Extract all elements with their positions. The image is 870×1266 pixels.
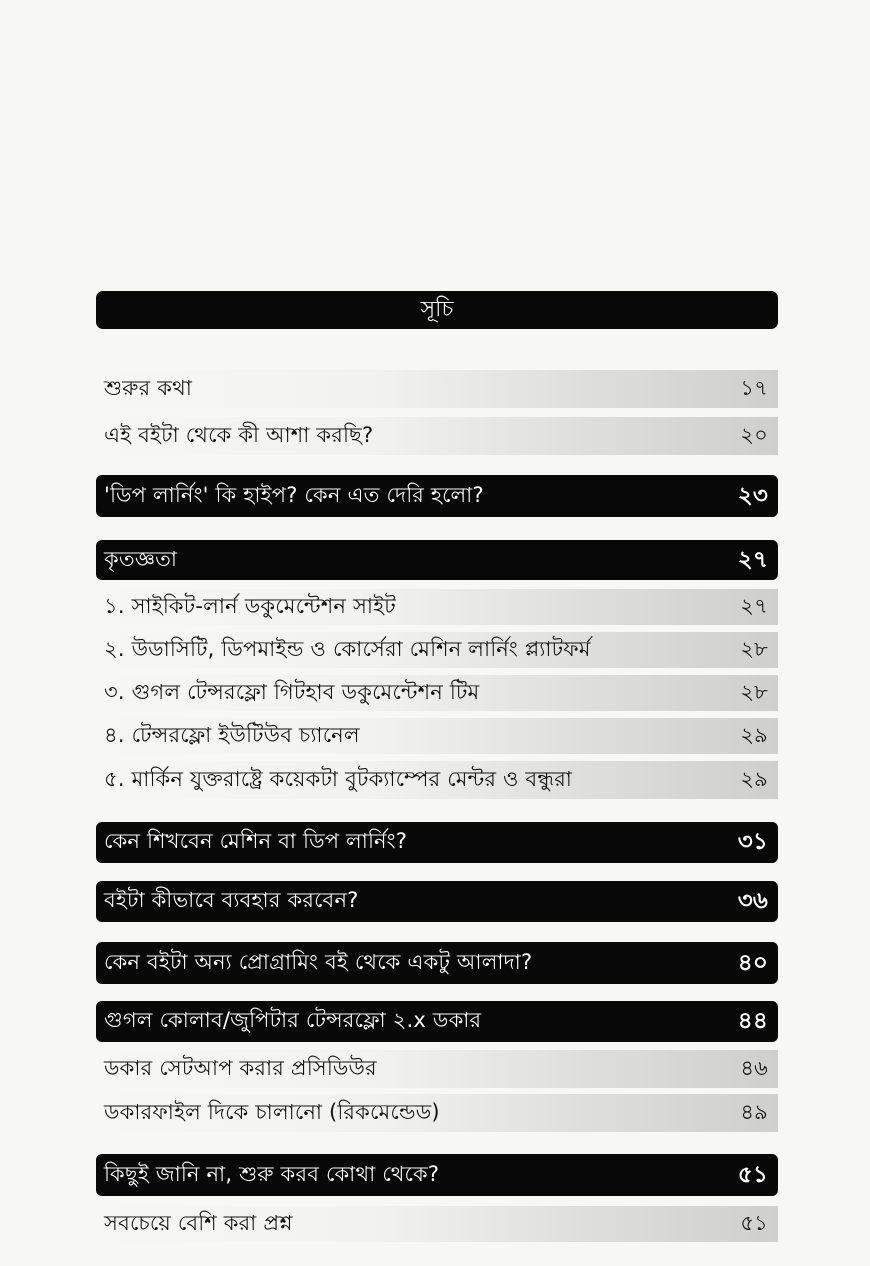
toc-entry-5: [96, 589, 778, 625]
toc-entry-6: [96, 632, 778, 668]
toc-entry-label: কেন শিখবেন মেশিন বা ডিপ লার্নিং?: [104, 829, 408, 853]
toc-entry-page: ১৭: [740, 375, 768, 400]
toc-entry-label: ২. উডাসিটি, ডিপমাইন্ড ও কোর্সেরা মেশিন লার্নিং প্ল্যাটফর্ম: [104, 636, 591, 661]
toc-entry-page: ২০: [740, 422, 768, 447]
toc-entry-page: ২৯: [740, 722, 768, 747]
toc-entry-label: ৫. মার্কিন যুক্তরাষ্ট্রে কয়েকটা বুটক্যাম্পের মেন্টর ও বন্ধুরা: [104, 766, 573, 791]
toc-entry-10: [96, 822, 778, 863]
toc-entry-label: বইটা কীভাবে ব্যবহার করবেন?: [104, 888, 359, 912]
toc-entry-8: [96, 718, 778, 754]
toc-entry-page: ৪৯: [740, 1099, 768, 1124]
toc-entry-page: ৪০: [737, 949, 768, 976]
toc-entry-3: [96, 475, 778, 517]
toc-entry-page: ৫১: [737, 1161, 768, 1188]
toc-entry-label: সবচেয়ে বেশি করা প্রশ্ন: [104, 1210, 293, 1235]
toc-entry-13: [96, 1001, 778, 1042]
toc-entry-page: ৪৬: [740, 1055, 768, 1080]
toc-entry-2: [96, 417, 778, 455]
toc-entry-label: কেন বইটা অন্য প্রোগ্রামিং বই থেকে একটু আলাদা?: [104, 949, 533, 974]
toc-entry-14: [96, 1050, 778, 1088]
toc-title: সূচি: [420, 296, 454, 322]
toc-entry-page: ৩৬: [737, 888, 768, 914]
toc-entry-label: ১. সাইকিট-লার্ন ডকুমেন্টেশন সাইট: [104, 593, 396, 618]
toc-entry-label: ৪. টেন্সরফ্লো ইউটিউব চ্যানেল: [104, 722, 360, 747]
toc-entry-page: ২৯: [740, 766, 768, 791]
toc-entry-17: [96, 1206, 778, 1242]
toc-entry-label: শুরুর কথা: [104, 375, 192, 400]
toc-entry-label: ডকার সেটআপ করার প্রসিডিউর: [104, 1055, 377, 1080]
toc-entry-label: এই বইটা থেকে কী আশা করছি?: [104, 422, 374, 447]
toc-entry-label: কৃতজ্ঞতা: [104, 546, 178, 571]
toc-entry-page: ২৭: [740, 593, 768, 618]
toc-entry-page: ৫১: [740, 1210, 768, 1235]
toc-entry-page: ২৩: [737, 482, 768, 509]
toc-title-bar: [96, 291, 778, 329]
toc-entry-label: গুগল কোলাব/জুপিটার টেন্সরফ্লো ২.x ডকার: [104, 1008, 482, 1032]
toc-entry-page: ৩১: [737, 829, 768, 855]
toc-entry-label: ৩. গুগল টেন্সরফ্লো গিটহাব ডকুমেন্টেশন টিম: [104, 679, 480, 704]
toc-entry-label: 'ডিপ লার্নিং' কি হাইপ? কেন এত দেরি হলো?: [104, 482, 484, 507]
toc-entry-label: কিছুই জানি না, শুরু করব কোথা থেকে?: [104, 1161, 440, 1186]
toc-entry-page: ৪৪: [737, 1008, 768, 1034]
toc-entry-page: ২৭: [737, 546, 768, 573]
toc-entry-1: [96, 370, 778, 408]
toc-entry-16: [96, 1154, 778, 1196]
toc-entry-page: ২৮: [740, 679, 768, 704]
toc-entry-11: [96, 881, 778, 922]
toc-entry-label: ডকারফাইল দিকে চালানো (রিকমেন্ডেড): [104, 1099, 440, 1124]
toc-entry-15: [96, 1094, 778, 1132]
toc-entry-12: [96, 942, 778, 984]
toc-entry-9: [96, 761, 778, 799]
toc-entry-7: [96, 675, 778, 711]
toc-entry-4: [96, 540, 778, 580]
toc-entry-page: ২৮: [740, 636, 768, 661]
